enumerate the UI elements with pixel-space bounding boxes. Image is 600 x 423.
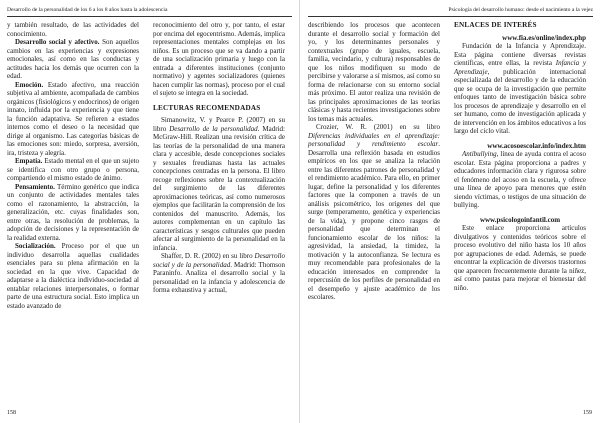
- link-url[interactable]: www.psicologoinfantil.com: [479, 215, 561, 224]
- paragraph: reconocimiento del otro y, por tanto, el estar por encima del egocentrismo. Además, implica representaciones mentales complejas en los niños. Es un proceso que se va dando a partir de una socialización primaria y luego con la entrada a diferentes instituciones (conjunto normativo) y agentes socializadores (quienes hacen cumplir las normas), proceso por el cual el sujeto se integra en la sociedad.: [153, 21, 285, 97]
- left-column-1: [7, 21, 139, 310]
- glossary-entry-social: Desarrollo social y afectivo. Son aquellos cambios en las experiencias y expresiones emocionales, así como en las conductas y actitudes hacia los demás que ocurren con la edad.: [7, 38, 139, 80]
- reference-entry: Simanowitz, V. y Pearce P. (2007) en su libro Desarrollo de la personalidad. Madrid: McGraw-Hill. Realizan una revisión crítica de las teorías de la personalidad de una manera clara y accesible, desde concepciones sociales y sexuales freudianas hasta las actuales concepciones centradas en la persona. El libro recoge reflexiones sobre la contextualización del surgimiento de las diferentes aproximaciones teóricas, así como numerosos ejemplos que facilitarán la comprensión de los contenidos del manuscrito. Además, los autores complementan en un capítulo las características y sesgos culturales que pueden afectar al surgimiento de la personalidad en la infancia.: [153, 116, 285, 252]
- paragraph: describiendo los procesos que acontecen durante el desarrollo social y formación del yo, y los determinantes personales y contextuales (grupo de iguales, escuela, familia, vecindario, y cultura) responsables de que los niños modifiquen su modo de percibirse y valorarse a sí mismos, así como su forma de relacionarse con su entorno social más próximo. El autor realiza una revisión de las principales aproximaciones de las teorías clásicas y hasta recientes investigaciones sobre los temas más actuales.: [308, 21, 440, 123]
- right-column-1: [308, 21, 440, 302]
- glossary-term: Empatía.: [15, 157, 43, 165]
- link-description: Antibullying, línea de ayuda contra el acoso escolar. Esta página proporciona a padres y educadores información clara y rigurosa sobre el fenómeno del acoso en la escuela, y ofrece una línea de apoyo para menores que estén siendo víctimas, o testigos de una situación de bullying.: [454, 150, 586, 209]
- reference-entry: Shaffer, D. R. (2002) en su libro Desarrollo social y de la personalidad. Madrid: Thomson Paraninfo. Analiza el desarrollo social y la personalidad en la infancia y adolescencia de forma exhaustiva y actual,: [153, 252, 286, 294]
- right-running-head: Psicología del desarrollo humano: desde el nacimiento a la vejez: [448, 7, 593, 13]
- section-heading-lecturas: LECTURAS RECOMENDADAS: [153, 103, 261, 112]
- section-heading-enlaces: ENLACES DE INTERÉS: [454, 21, 537, 29]
- reference-entry: Crozier, W. R. (2001) en su libro Diferencias individuales en el aprendizaje: personalidad y rendimiento escolar. Desarrolla una reflexión basada en estudios empíricos en los que se analiza la relación entre las diferentes patrones de personalidad y el rendimiento académico. Para ello, en primer lugar, define la personalidad y los diferentes factores que la componen a través de un análisis psicométrico, los orígenes del que surge (temperamento, genética y experiencias de la vida), y propone cinco rasgos de personalidad que determinan el funcionamiento escolar de los niños: la agresividad, la ansiedad, la timidez, la motivación y la autoconfianza. Se lectura es muy recomendable para profesionales de la educación interesados en comprender la repercusión de los perfiles de personalidad en el desempeño y ajuste académico de los escolares.: [308, 123, 440, 301]
- glossary-term: Socialización.: [15, 242, 56, 250]
- glossary-entry-pensamiento: Pensamiento. Término genérico que indica un conjunto de actividades mentales tales como el razonamiento, la abstracción, la generalización, etc. cuyas finalidades son, entre otras, la resolución de problemas, la adopción de decisiones y la representación de la realidad externa.: [7, 182, 139, 242]
- link-description: Este enlace proporciona artículos divulgativos y contenidos teóricos sobre el proceso evolutivo del niño hasta los 10 años por agrupaciones de edad. Además, se puede encontrar la explicación de diversos trastornos que aparecen frecuentemente durante la niñez, así como pautas para mejorar el bienestar del niño.: [454, 224, 586, 292]
- glossary-entry-socializacion: Socialización. Proceso por el que un individuo desarrolla aquellas cualidades esenciales para su plena afirmación en la sociedad en la que vive. Capacidad de adaptarse a la dialéctica individuo-sociedad al entablar relaciones interpersonales, o formar parte de una estructura social. Esto implica un estado avanzado de: [7, 242, 139, 310]
- glossary-term: Desarrollo social y afectivo.: [15, 38, 100, 46]
- glossary-term: Emoción.: [15, 80, 44, 89]
- link-url[interactable]: www.fia.es/online/index.php: [502, 33, 586, 42]
- right-page-number: 159: [583, 410, 592, 416]
- left-header-rule: [7, 16, 292, 17]
- right-column-2: [454, 21, 586, 292]
- link-url[interactable]: www.acosoescolar.info/index.htm: [487, 141, 586, 150]
- left-page-number: 158: [7, 410, 16, 416]
- left-running-head: Desarrollo de la personalidad de los 6 a los 8 años hasta la adolescencia: [7, 7, 168, 13]
- paragraph: y también resultado, de las actividades del conocimiento.: [7, 21, 139, 38]
- left-column-2: [153, 21, 285, 295]
- glossary-term: Pensamiento.: [15, 182, 55, 191]
- link-description: Fundación de la Infancia y Aprendizaje. Esta página contiene diversas revistas científicas, entre ellas, la revista Infancia y Aprendizaje, publicación internacional especializada del desarrollo y de la educación que se ocupa de la investigación que permite enfoques tanto de investigación básica sobre los procesos de aprendizaje y desarrollo en el ser humano, como de investigación aplicada y de intervención en los ámbitos educativos a los largo del ciclo vital.: [454, 42, 586, 135]
- glossary-entry-emocion: Emoción. Estado afectivo, una reacción subjetiva al ambiente, acompañada de cambios orgánicos (fisiológicos y endocrinos) de origen innato, influida por la experiencia y que tiene la función adaptativa. Se refieren a estados internos como el deseo o la necesidad que dirige al organismo. Las categorías básicas de las emociones son: miedo, sorpresa, aversión, ira, tristeza y alegría.: [7, 80, 139, 157]
- right-page: [300, 0, 600, 423]
- right-header-rule: [308, 16, 593, 17]
- glossary-entry-empatia: Empatía. Estado mental en el que un sujeto se identifica con otro grupo o persona, compartiendo el mismo estado de ánimo.: [7, 157, 139, 182]
